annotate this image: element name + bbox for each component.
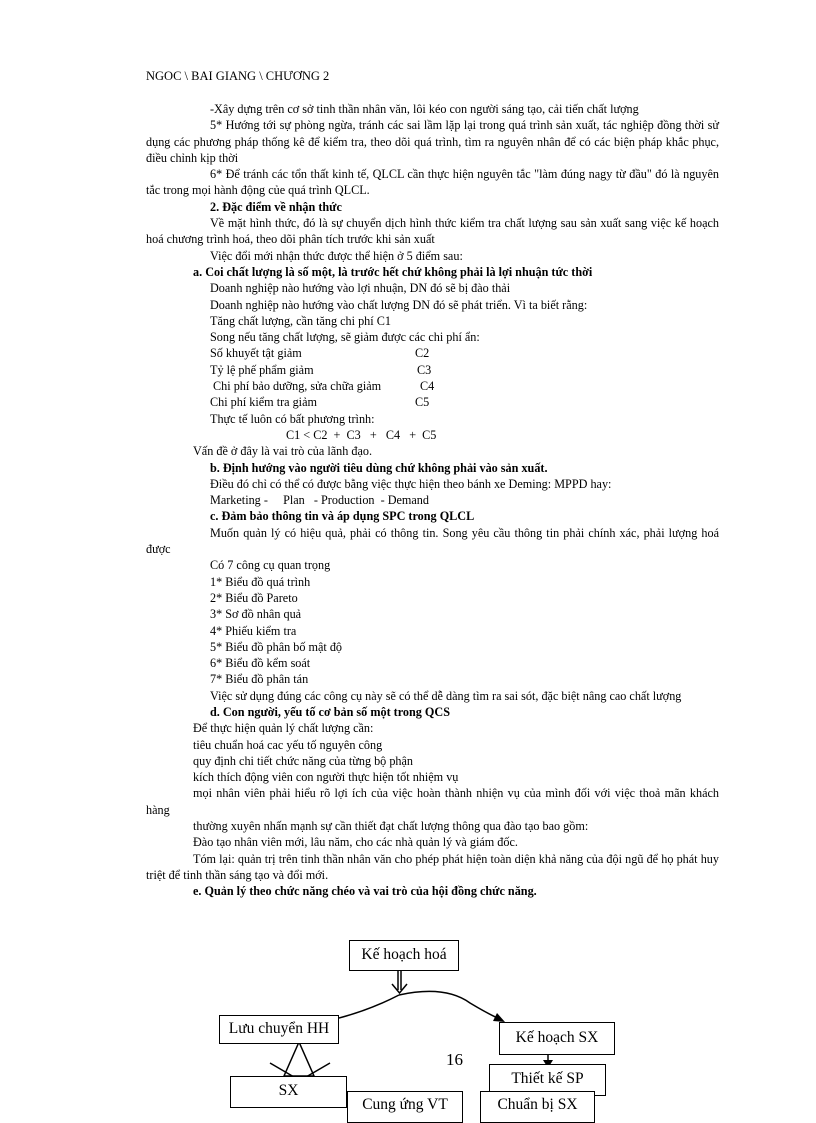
inequality: C1 < C2 + C3 + C4 + C5 [286, 427, 437, 442]
box-thiet-ke-sp: Thiết kế SP [489, 1064, 606, 1096]
cost-code: C5 [415, 395, 430, 410]
page-number: 16 [446, 1050, 463, 1069]
list-item: 4* Phiếu kiểm tra [210, 623, 297, 638]
page-header: NGOC \ BAI GIANG \ CHƯƠNG 2 [146, 69, 330, 83]
cost-code: C4 [420, 379, 435, 394]
paragraph: -Xây dựng trên cơ sở tinh thần nhân văn, lôi kéo con người sáng tạo, cải tiến chất lượng [210, 102, 639, 116]
subsection-heading: c. Đảm bảo thông tin và áp dụng SPC trong QLCL [210, 509, 475, 524]
subsection-heading: a. Coi chất lượng là số một, là trước hết chứ không phải là lợi nhuận tức thời [193, 264, 593, 279]
paragraph: Tóm lại: quản trị trên tinh thần nhân văn cho phép phát hiện toàn diện khả năng của đội ngũ để họ phát huy triệt để tinh thần sáng tạo và đổi mới. [146, 851, 719, 882]
section-heading: 2. Đặc điểm về nhận thức [210, 199, 342, 214]
arrowhead [392, 984, 407, 993]
box-cung-ung-vt: Cung ứng VT [347, 1091, 463, 1123]
paragraph: Vấn đề ở đây là vai trò của lãnh đạo. [193, 444, 373, 459]
paragraph: Việc sử dụng đúng các công cụ này sẽ có thể dễ dàng tìm ra sai sót, đặc biệt nâng cao chất lượng [210, 688, 682, 703]
subsection-heading: b. Định hướng vào người tiêu dùng chứ không phải vào sản xuất. [210, 460, 548, 475]
paragraph: Tăng chất lượng, cần tăng chi phí C1 [210, 313, 391, 328]
box-chuan-bi-sx: Chuẩn bị SX [480, 1091, 595, 1123]
paragraph: Muốn quản lý có hiệu quả, phải có thông tin. Song yêu cầu thông tin phải chính xác, phải lượng hoá được [146, 525, 719, 557]
paragraph: Có 7 công cụ quan trọng [210, 558, 331, 573]
list-item: 2* Biểu đồ Pareto [210, 590, 298, 605]
paragraph: Để thực hiện quản lý chất lượng cần: [193, 721, 374, 736]
paragraph: Doanh nghiệp nào hướng vào lợi nhuận, DN đó sẽ bị đào thải [210, 281, 511, 296]
paragraph: Điều đó chỉ có thể có được bằng việc thực hiện theo bánh xe Deming: MPPD hay: [210, 476, 612, 491]
box-luu-chuyen-hh: Lưu chuyển HH [219, 1015, 339, 1044]
curve-connector [339, 995, 399, 1018]
subsection-heading: e. Quản lý theo chức năng chéo và vai trò của hội đồng chức năng. [193, 884, 537, 899]
paragraph: Về mặt hình thức, đó là sự chuyển dịch hình thức kiểm tra chất lượng sau sản xuất sang việc kế hoạch hoá chương trình hoá, theo dõi phân tích trước khi sản xuất [146, 216, 719, 247]
paragraph: Thực tế luôn có bất phương trình: [210, 411, 375, 426]
box-sx: SX [230, 1076, 347, 1108]
paragraph: Đào tạo nhân viên mới, lâu năm, cho các nhà quản lý và giám đốc. [193, 835, 518, 850]
paragraph: 5* Hướng tới sự phòng ngừa, tránh các sai lầm lặp lại trong quá trình sản xuất, tác nghiệp đồng thời sử dụng các phương pháp thống kê để kiểm tra, theo dõi quá trình, tìm ra nguyên nhân để có các biện pháp khắc phục, điều chỉnh kịp thời [146, 118, 719, 165]
arrowhead [493, 1013, 505, 1022]
paragraph: thường xuyên nhấn mạnh sự cần thiết đạt chất lượng thông qua đào tạo bao gồm: [193, 819, 589, 834]
cost-label: Tỷ lệ phế phẩm giảm [210, 362, 314, 377]
list-item: 7* Biểu đồ phân tán [210, 672, 309, 687]
list-item: 3* Sơ đồ nhân quả [210, 607, 302, 622]
paragraph: 6* Để tránh các tổn thất kinh tế, QLCL cần thực hiện nguyên tắc "làm đúng nagy từ đầu" đó là nguyên tắc trong mọi hành động củe quá trình QLCL. [146, 167, 719, 198]
paragraph: kích thích động viên con người thực hiện tốt nhiệm vụ [193, 770, 459, 785]
cost-code: C2 [415, 346, 430, 361]
curve-connector [399, 991, 502, 1020]
box-ke-hoach-sx: Kế hoạch SX [499, 1022, 615, 1055]
paragraph: Song nếu tăng chất lượng, sẽ giảm được các chi phí ẩn: [210, 330, 480, 345]
paragraph: Doanh nghiệp nào hướng vào chất lượng DN đó sẽ phát triển. Vì ta biết rằng: [210, 297, 588, 312]
paragraph: Marketing - Plan - Production - Demand [210, 493, 429, 508]
list-item: 1* Biểu đồ quá trình [210, 574, 311, 589]
cost-code: C3 [417, 362, 432, 377]
paragraph: Việc đổi mới nhận thức được thể hiện ở 5 điểm sau: [210, 248, 463, 263]
list-item: 6* Biểu đồ kểm soát [210, 656, 311, 671]
list-item: 5* Biểu đồ phân bố mật độ [210, 639, 343, 654]
arrowhead [284, 1042, 314, 1076]
cost-label: Chi phí kiểm tra giảm [210, 395, 317, 410]
paragraph: quy định chi tiết chức năng của từng bộ phận [193, 753, 414, 768]
cost-label: Chi phí bảo dưỡng, sửa chữa giảm [210, 379, 382, 394]
cost-label: Số khuyết tật giảm [210, 346, 302, 361]
paragraph: tiêu chuẩn hoá cac yếu tố nguyên công [193, 737, 383, 752]
subsection-heading: d. Con người, yếu tố cơ bản số một trong QCS [210, 704, 450, 719]
paragraph: mọi nhân viên phải hiểu rõ lợi ích của việc hoàn thành nhiện vụ của mình đối với việc thoả mãn khách hàng [146, 786, 719, 817]
box-ke-hoach-hoa: Kế hoạch hoá [349, 940, 459, 971]
